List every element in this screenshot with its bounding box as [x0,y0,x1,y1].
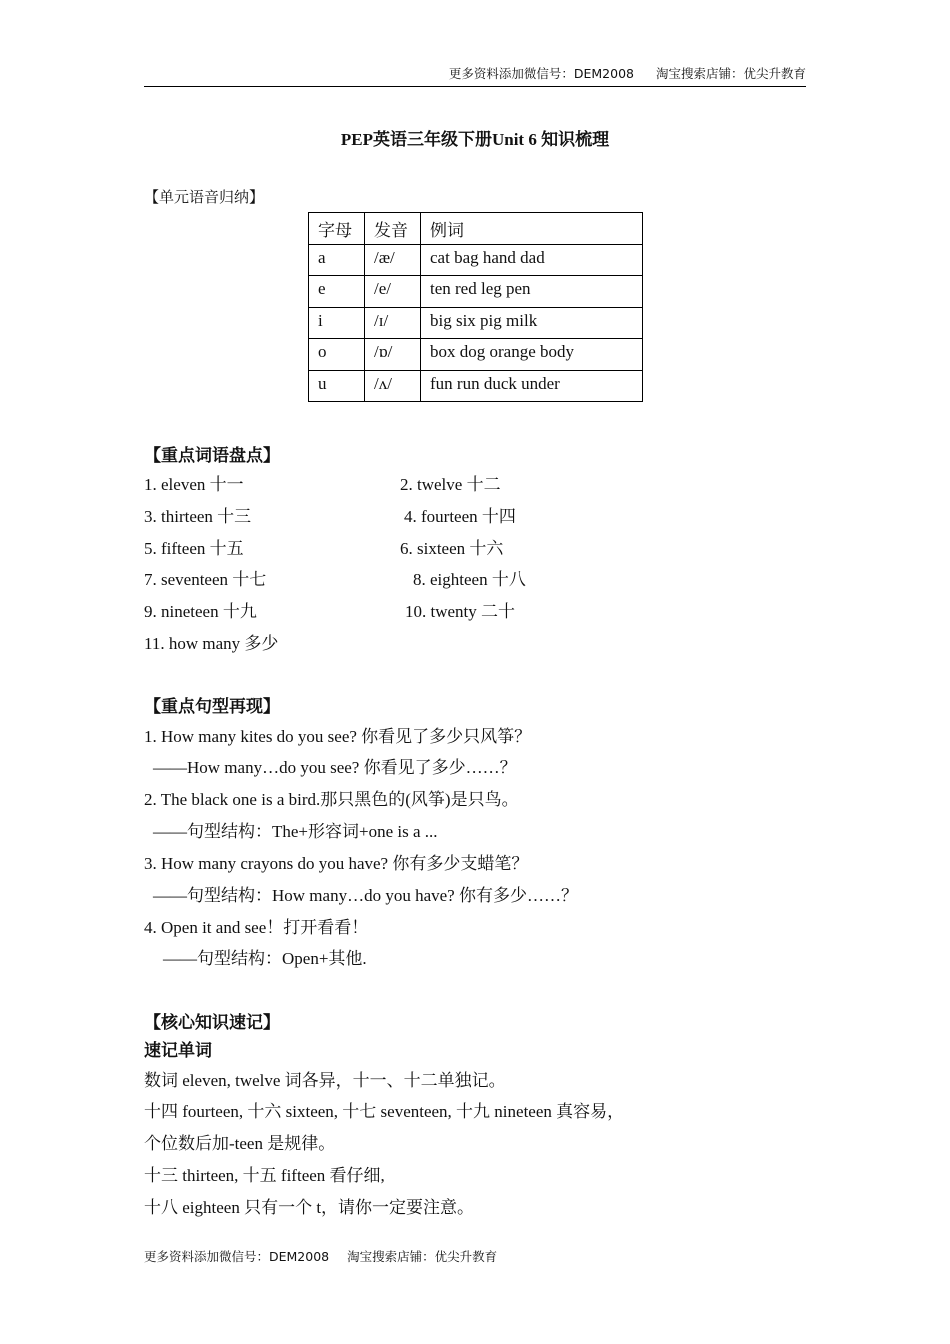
cell-letter: o [309,339,365,371]
cell-words: fun run duck under [421,370,643,402]
core-subheading: 速记单词 [144,1041,212,1060]
vocab-item: 8. eighteen 十八 [413,570,526,589]
table-row [309,276,643,308]
core-heading: 【核心知识速记】 [144,1013,280,1032]
vocab-heading: 【重点词语盘点】 [144,446,280,465]
cell-letter: e [309,276,365,308]
sentence-line: 3. How many crayons do you have? 你有多少支蜡笔？ [144,854,529,873]
vocab-item: 7. seventeen 十七 [144,570,267,589]
table-header-row [309,213,643,245]
cell-words: cat bag hand dad [421,244,643,276]
sentence-line: 2. The black one is a bird.那只黑色的(风筝)是只鸟。 [144,790,519,809]
core-line: 十三 thirteen, 十五 fifteen 看仔细, [144,1166,385,1185]
column-header-sound: 发音 [365,213,421,245]
table-row [309,244,643,276]
cell-words: big six pig milk [421,307,643,339]
table-row [309,370,643,402]
sentence-line: 4. Open it and see！打开看看！ [144,918,369,937]
vocab-item: 2. twelve 十二 [400,475,501,494]
vocab-item: 4. fourteen 十四 [404,507,516,526]
vocab-item: 9. nineteen 十九 [144,602,257,621]
column-header-words: 例词 [421,213,643,245]
header-wechat: 更多资料添加微信号：DEM2008 [448,66,634,81]
phonics-table [308,212,643,402]
sentence-line: ——句型结构：The+形容词+one is a ... [153,822,438,841]
vocab-item: 6. sixteen 十六 [400,539,504,558]
cell-sound: /e/ [365,276,421,308]
vocab-item: 10. twenty 二十 [405,602,516,621]
sentence-line: 1. How many kites do you see? 你看见了多少只风筝？ [144,727,532,746]
column-header-letter: 字母 [309,213,365,245]
vocab-item: 11. how many 多少 [144,634,279,653]
sentence-line: ——How many…do you see? 你看见了多少……？ [153,758,517,777]
vocab-item: 1. eleven 十一 [144,475,244,494]
header-shop: 淘宝搜索店铺：优尖升教育 [655,66,806,81]
sentence-line: ——句型结构：Open+其他. [163,949,367,968]
footer-wechat: 更多资料添加微信号：DEM2008 [144,1249,330,1264]
vocab-item: 3. thirteen 十三 [144,507,252,526]
phonics-heading: 【单元语音归纳】 [144,190,265,206]
vocab-item: 5. fifteen 十五 [144,539,244,558]
cell-sound: /æ/ [365,244,421,276]
core-line: 个位数后加-teen 是规律。 [144,1134,336,1153]
cell-words: box dog orange body [421,339,643,371]
sentences-heading: 【重点句型再现】 [144,697,280,716]
cell-letter: i [309,307,365,339]
core-line: 十四 fourteen, 十六 sixteen, 十七 seventeen, 十九 nineteen 真容易， [144,1102,625,1121]
core-line: 数词 eleven, twelve 词各异，十一、十二单独记。 [144,1071,506,1090]
page-title: PEP英语三年级下册Unit 6 知识梳理 [340,130,610,149]
cell-letter: u [309,370,365,402]
page-header [144,64,806,87]
table-row [309,307,643,339]
cell-sound: /ʌ/ [365,370,421,402]
page-footer [144,1247,497,1265]
cell-sound: /ɪ/ [365,307,421,339]
table-row [309,339,643,371]
cell-sound: /ɒ/ [365,339,421,371]
cell-letter: a [309,244,365,276]
sentence-line: ——句型结构：How many…do you have? 你有多少……？ [153,886,578,905]
cell-words: ten red leg pen [421,276,643,308]
footer-shop: 淘宝搜索店铺：优尖升教育 [347,1249,498,1264]
core-line: 十八 eighteen 只有一个 t，请你一定要注意。 [144,1198,475,1217]
